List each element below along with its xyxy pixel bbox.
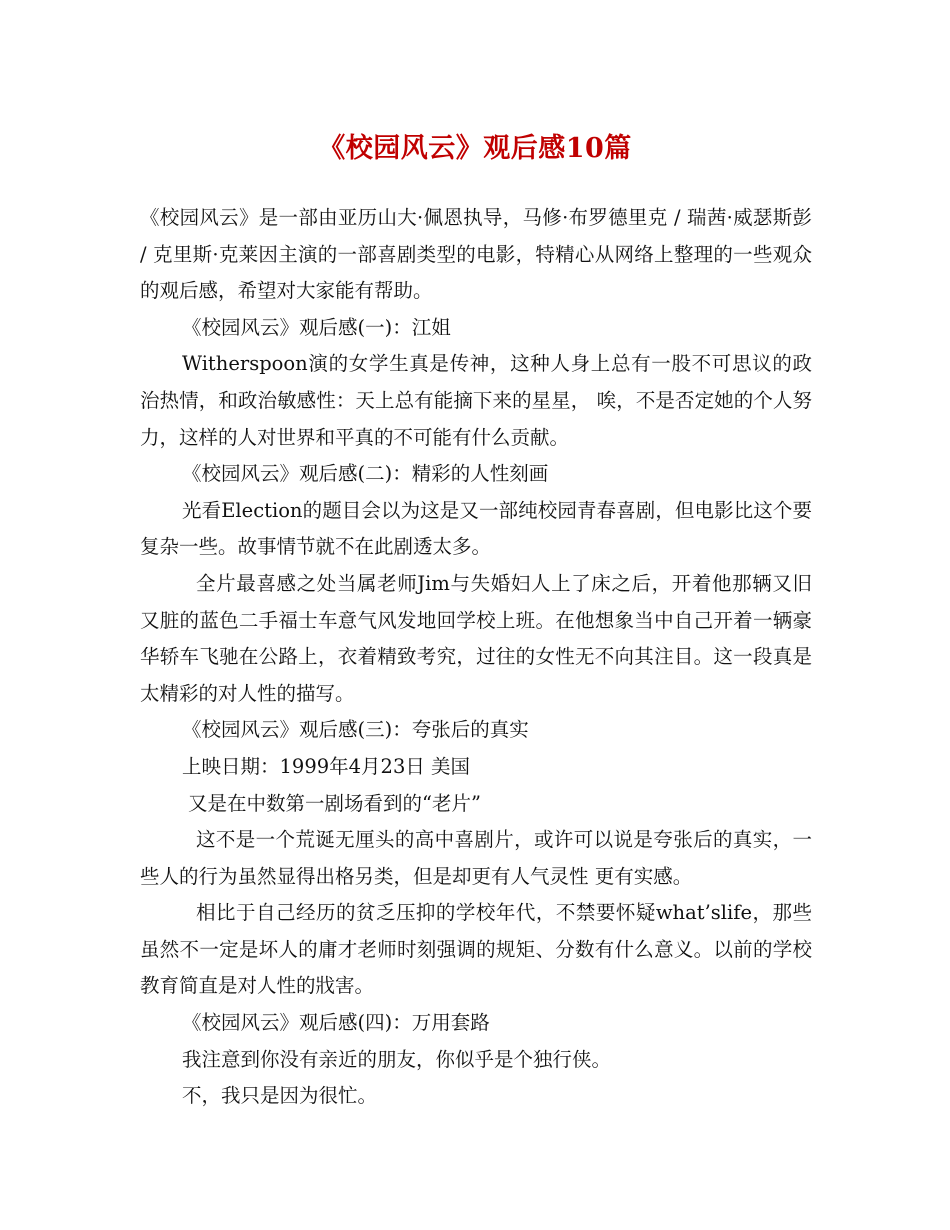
review-paragraph: 相比于自己经历的贫乏压抑的学校年代，不禁要怀疑what’slife，那些虽然不一定是坏人的庸才老师时刻强调的规矩、分数有什么意义。以前的学校教育简直是对人性的戕害。 bbox=[140, 901, 812, 998]
document-title: 《校园风云》观后感10篇 bbox=[318, 133, 632, 164]
review-paragraph: 我注意到你没有亲近的朋友，你似乎是个独行侠。 bbox=[182, 1047, 612, 1071]
review-heading-1: 《校园风云》观后感(一)：江姐 bbox=[182, 315, 451, 339]
review-heading-4: 《校园风云》观后感(四)：万用套路 bbox=[182, 1011, 490, 1035]
review-paragraph: Witherspoon演的女学生真是传神，这种人身上总有一股不可思议的政治热情，和政治敏感性：天上总有能摘下来的星星， 唉，不是否定她的个人努力，这样的人对世界和平真的不可能有什么贡献。 bbox=[140, 352, 812, 449]
review-paragraph: 全片最喜感之处当属老师Jim与失婚妇人上了床之后，开着他那辆又旧又脏的蓝色二手福士车意气风发地回学校上班。在他想象当中自己开着一辆豪华轿车飞驰在公路上，衣着精致考究，过往的女性无不向其注目。这一段真是太精彩的对人性的描写。 bbox=[140, 571, 812, 705]
review-paragraph: 光看Election的题目会以为这是又一部纯校园青春喜剧，但电影比这个要复杂一些。故事情节就不在此剧透太多。 bbox=[140, 498, 812, 559]
document-body bbox=[140, 200, 812, 1115]
release-date-line: 上映日期：1999年4月23日 美国 bbox=[182, 754, 471, 778]
intro-paragraph: 《校园风云》是一部由亚历山大·佩恩执导，马修·布罗德里克 / 瑞茜·威瑟斯彭 / 克里斯·克莱因主演的一部喜剧类型的电影，特精心从网络上整理的一些观众的观后感，希望对大家能有帮助。 bbox=[140, 206, 812, 303]
review-paragraph: 又是在中数第一剧场看到的“老片” bbox=[188, 791, 481, 815]
review-heading-3: 《校园风云》观后感(三)：夸张后的真实 bbox=[182, 718, 529, 742]
review-heading-2: 《校园风云》观后感(二)：精彩的人性刻画 bbox=[182, 462, 549, 486]
review-paragraph: 不，我只是因为很忙。 bbox=[182, 1084, 378, 1108]
review-paragraph: 这不是一个荒诞无厘头的高中喜剧片，或许可以说是夸张后的真实，一些人的行为虽然显得出格另类，但是却更有人气灵性 更有实感。 bbox=[140, 828, 812, 888]
